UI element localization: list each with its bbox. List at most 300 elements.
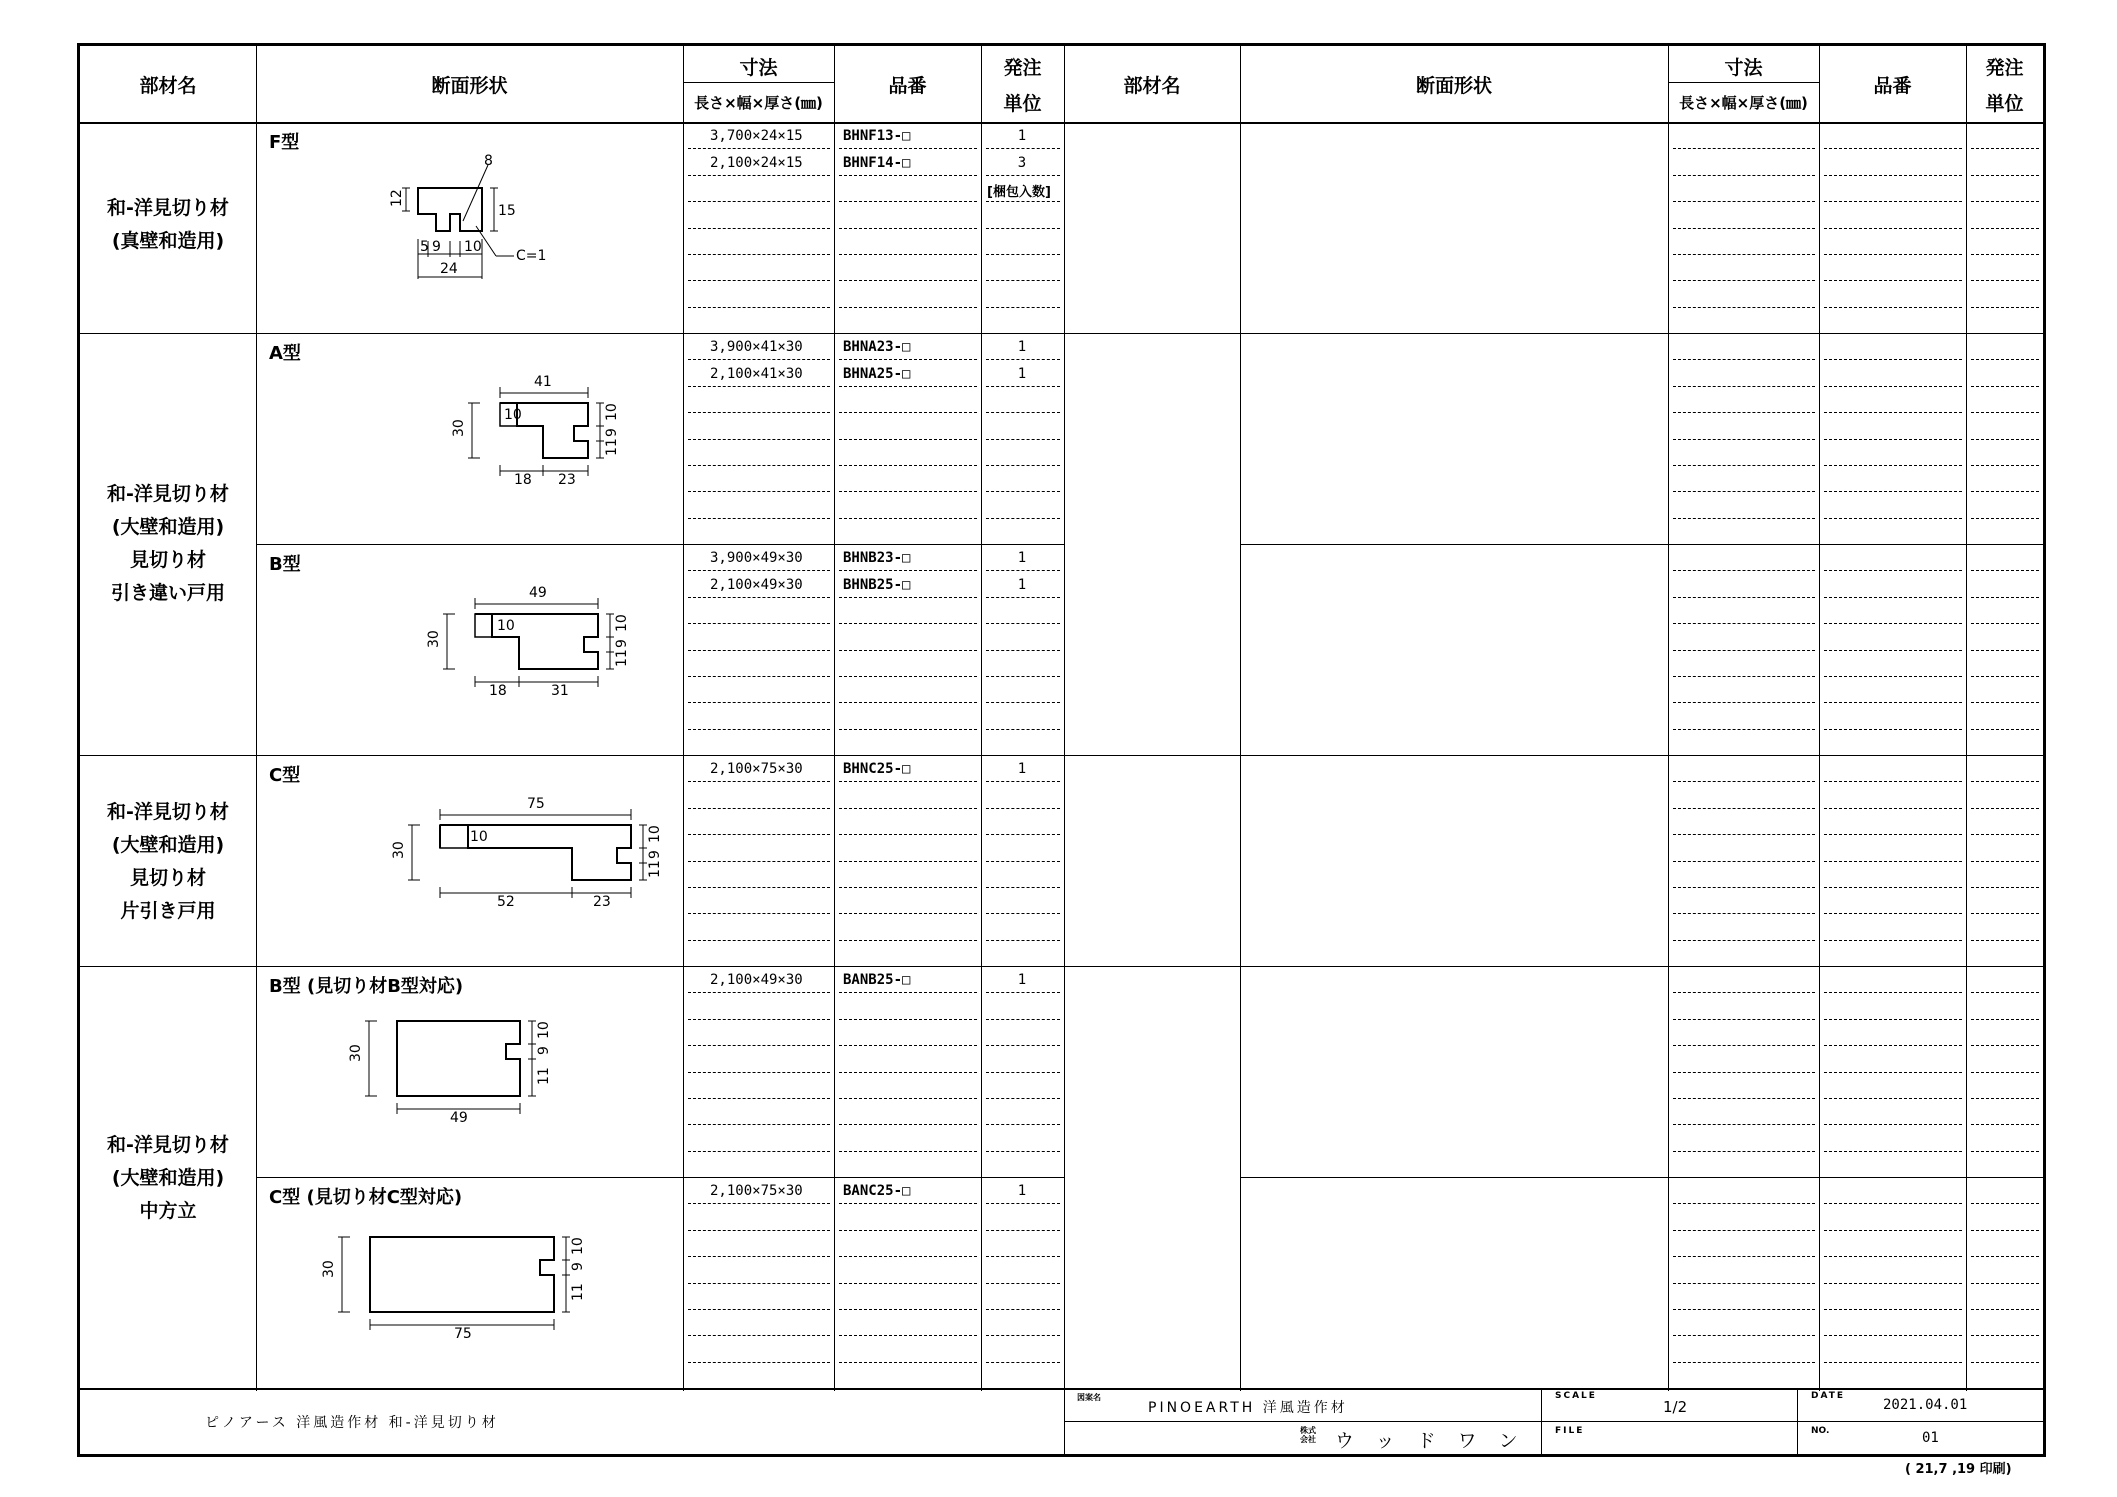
- dashed-row-line: [688, 992, 830, 993]
- dashed-row-line: [1673, 1256, 1815, 1257]
- dashed-row-line: [1673, 254, 1815, 255]
- member-name-line: (大壁和造用): [111, 1167, 225, 1189]
- dashed-row-line: [1824, 518, 1962, 519]
- member-name-line: 片引き戸用: [120, 900, 216, 922]
- dashed-row-line: [986, 729, 1060, 730]
- dashed-row-line: [1824, 1309, 1962, 1310]
- dashed-row-line: [986, 834, 1060, 835]
- dashed-row-line: [839, 1072, 977, 1073]
- dashed-row-line: [688, 491, 830, 492]
- header-member-name: 部材名: [139, 75, 197, 97]
- dashed-row-line: [1971, 1203, 2039, 1204]
- dashed-row-line: [688, 1072, 830, 1073]
- unit-cell: 1: [1017, 761, 1027, 777]
- dim-c: 10: [464, 239, 482, 255]
- dashed-row-line: [1824, 1256, 1962, 1257]
- part-no-cell: BANC25-□: [843, 1183, 911, 1199]
- dim-cell: 2,100×49×30: [710, 972, 803, 988]
- dashed-row-line: [688, 254, 830, 255]
- dashed-row-line: [1971, 1045, 2039, 1046]
- dim-r1: 10: [614, 614, 630, 632]
- title-block-divider: [1541, 1388, 1542, 1457]
- unit-cell: 1: [1017, 550, 1027, 566]
- col-divider: [1240, 46, 1241, 1391]
- dashed-row-line: [1673, 307, 1815, 308]
- dashed-row-line: [839, 1309, 977, 1310]
- dashed-row-line: [839, 148, 977, 149]
- col-divider: [1966, 46, 1967, 1391]
- dashed-row-line: [1824, 1203, 1962, 1204]
- a-type-profile-drawing: [410, 351, 670, 551]
- dashed-row-line: [688, 834, 830, 835]
- dashed-row-line: [839, 597, 977, 598]
- dim-r3: 11: [647, 860, 663, 878]
- dashed-row-line: [1971, 834, 2039, 835]
- dashed-row-line: [986, 465, 1060, 466]
- section-line: [80, 333, 2043, 334]
- dim-d: 8: [484, 153, 493, 169]
- dashed-row-line: [839, 254, 977, 255]
- dashed-row-line: [1673, 570, 1815, 571]
- dashed-row-line: [986, 439, 1060, 440]
- dashed-row-line: [1824, 623, 1962, 624]
- col-divider: [1064, 46, 1065, 1457]
- dashed-row-line: [688, 808, 830, 809]
- project-name: PINOEARTH 洋風造作材: [1148, 1400, 1348, 1416]
- member-group-1: [80, 192, 256, 258]
- dim-cell: 3,900×41×30: [710, 339, 803, 355]
- dashed-row-line: [1673, 518, 1815, 519]
- dim-cell: 2,100×41×30: [710, 366, 803, 382]
- project-label: 図案名: [1077, 1393, 1101, 1402]
- pack-quantity-note: [梱包入数]: [987, 185, 1051, 200]
- company-name: ウッドワン: [1335, 1430, 1540, 1452]
- part-no-cell: BHNB25-□: [843, 577, 911, 593]
- dashed-row-line: [1971, 623, 2039, 624]
- dashed-row-line: [839, 729, 977, 730]
- dashed-row-line: [1971, 280, 2039, 281]
- dashed-row-line: [1971, 1151, 2039, 1152]
- dim-r1: 10: [647, 825, 663, 843]
- file-label: FILE: [1555, 1426, 1585, 1436]
- dim-cell: 2,100×49×30: [710, 577, 803, 593]
- dashed-row-line: [986, 940, 1060, 941]
- dashed-row-line: [839, 386, 977, 387]
- dashed-row-line: [1824, 465, 1962, 466]
- dashed-row-line: [688, 148, 830, 149]
- company-prefix: [1300, 1426, 1316, 1444]
- dashed-row-line: [1824, 491, 1962, 492]
- header-section-shape-right: 断面形状: [1415, 75, 1492, 97]
- dim-w: 24: [440, 261, 458, 277]
- unit-cell: 1: [1017, 128, 1027, 144]
- dashed-row-line: [1971, 201, 2039, 202]
- dim-cell: 2,100×24×15: [710, 155, 803, 171]
- dashed-row-line: [1824, 597, 1962, 598]
- header-order-unit-right: 発注: [1985, 57, 2024, 79]
- dashed-row-line: [1673, 913, 1815, 914]
- dashed-row-line: [1824, 992, 1962, 993]
- dashed-row-line: [1673, 940, 1815, 941]
- dashed-row-line: [839, 1256, 977, 1257]
- dashed-row-line: [986, 386, 1060, 387]
- dim-cell: 3,700×24×15: [710, 128, 803, 144]
- dashed-row-line: [1824, 175, 1962, 176]
- dashed-row-line: [986, 1256, 1060, 1257]
- dashed-row-line: [1971, 412, 2039, 413]
- dashed-row-line: [1673, 1045, 1815, 1046]
- dashed-row-line: [688, 412, 830, 413]
- dim-b: 9: [432, 239, 441, 255]
- dashed-row-line: [688, 1203, 830, 1204]
- dashed-row-line: [1673, 1098, 1815, 1099]
- dim-w: 75: [454, 1326, 472, 1342]
- dashed-row-line: [1673, 729, 1815, 730]
- col-divider: [1668, 46, 1669, 1391]
- dim-a: 5: [420, 239, 429, 255]
- dashed-row-line: [986, 597, 1060, 598]
- section-line: [1240, 1177, 2043, 1178]
- member-name-line: 見切り材: [129, 549, 206, 571]
- dashed-row-line: [1824, 570, 1962, 571]
- header-bottom-line: [80, 122, 2043, 124]
- dashed-row-line: [1673, 861, 1815, 862]
- dashed-row-line: [986, 1124, 1060, 1125]
- c-type-profile-drawing: [325, 773, 685, 973]
- dashed-row-line: [688, 465, 830, 466]
- dim-top: 75: [527, 796, 545, 812]
- dashed-row-line: [1824, 148, 1962, 149]
- dashed-row-line: [986, 887, 1060, 888]
- member-name-line: 和-洋見切り材: [107, 483, 229, 505]
- dashed-row-line: [839, 650, 977, 651]
- dashed-row-line: [1824, 1045, 1962, 1046]
- header-section-shape: 断面形状: [431, 75, 508, 97]
- dashed-row-line: [839, 1362, 977, 1363]
- member-name-line: 引き違い戸用: [110, 582, 225, 604]
- dashed-row-line: [1971, 439, 2039, 440]
- dashed-row-line: [1971, 1098, 2039, 1099]
- dashed-row-line: [1971, 228, 2039, 229]
- dashed-row-line: [1673, 1019, 1815, 1020]
- dashed-row-line: [1673, 623, 1815, 624]
- scale-value: 1/2: [1663, 1398, 1688, 1416]
- member-name-line: (真壁和造用): [111, 230, 225, 252]
- dashed-row-line: [688, 1124, 830, 1125]
- b-mullion-profile-drawing: [325, 996, 645, 1176]
- dashed-row-line: [1824, 1151, 1962, 1152]
- section-line: [1240, 544, 2043, 545]
- header-order-unit: 発注: [1003, 57, 1042, 79]
- dashed-row-line: [839, 439, 977, 440]
- dashed-row-line: [1971, 359, 2039, 360]
- dashed-row-line: [839, 623, 977, 624]
- dashed-row-line: [1673, 1230, 1815, 1231]
- company-prefix-line: 会社: [1300, 1435, 1316, 1444]
- dashed-row-line: [1971, 781, 2039, 782]
- type-label-f: F型: [269, 132, 300, 153]
- dashed-row-line: [1673, 597, 1815, 598]
- dashed-row-line: [1824, 412, 1962, 413]
- dashed-row-line: [839, 1230, 977, 1231]
- dashed-row-line: [688, 1230, 830, 1231]
- f-type-profile-drawing: [380, 151, 640, 281]
- dashed-row-line: [1673, 491, 1815, 492]
- part-no-cell: BHNC25-□: [843, 761, 911, 777]
- dashed-row-line: [688, 1362, 830, 1363]
- dashed-row-line: [1971, 254, 2039, 255]
- dashed-row-line: [986, 254, 1060, 255]
- dashed-row-line: [688, 1151, 830, 1152]
- type-label-b-mullion: B型 (見切り材B型対応): [269, 976, 464, 997]
- dashed-row-line: [1971, 1256, 2039, 1257]
- print-date-note: ( 21,7 ,19 印刷): [1905, 1462, 2012, 1477]
- dashed-row-line: [1824, 201, 1962, 202]
- dashed-row-line: [986, 307, 1060, 308]
- section-line: [256, 1177, 1064, 1178]
- dashed-row-line: [1824, 1098, 1962, 1099]
- dashed-row-line: [986, 491, 1060, 492]
- dashed-row-line: [688, 702, 830, 703]
- dim-r3: 11: [614, 649, 630, 667]
- dashed-row-line: [1673, 175, 1815, 176]
- dashed-row-line: [839, 702, 977, 703]
- dashed-row-line: [1673, 1362, 1815, 1363]
- dashed-row-line: [688, 570, 830, 571]
- dashed-row-line: [839, 491, 977, 492]
- member-name-line: (大壁和造用): [111, 834, 225, 856]
- dashed-row-line: [839, 1045, 977, 1046]
- dim-lip: 10: [497, 618, 515, 634]
- dashed-row-line: [1971, 861, 2039, 862]
- dashed-row-line: [688, 1019, 830, 1020]
- dim-lip: 10: [504, 407, 522, 423]
- part-no-cell: BHNA23-□: [843, 339, 911, 355]
- dashed-row-line: [1824, 228, 1962, 229]
- dim-top: 49: [529, 585, 547, 601]
- dashed-row-line: [1824, 439, 1962, 440]
- dashed-row-line: [1673, 1283, 1815, 1284]
- dim-r3: 11: [536, 1067, 552, 1085]
- dim-r3: 11: [570, 1283, 586, 1301]
- scale-label: SCALE: [1555, 1391, 1597, 1401]
- dashed-row-line: [688, 280, 830, 281]
- dim-lip: 10: [470, 829, 488, 845]
- dim-height: 30: [348, 1044, 364, 1062]
- part-no-cell: BHNB23-□: [843, 550, 911, 566]
- title-block-line: [1064, 1421, 2043, 1422]
- header-order-unit-right: 単位: [1985, 93, 2024, 115]
- title-block-divider: [1797, 1388, 1798, 1457]
- dashed-row-line: [986, 808, 1060, 809]
- dashed-row-line: [839, 913, 977, 914]
- part-no-cell: BHNF13-□: [843, 128, 911, 144]
- type-label-c: C型: [269, 765, 301, 786]
- dashed-row-line: [839, 676, 977, 677]
- dashed-row-line: [1824, 1335, 1962, 1336]
- dim-w: 49: [450, 1110, 468, 1126]
- type-label-a: A型: [269, 343, 301, 364]
- dashed-row-line: [1971, 808, 2039, 809]
- dashed-row-line: [1971, 702, 2039, 703]
- member-group-4: [80, 1129, 256, 1228]
- footer-top-line: [80, 1388, 2043, 1390]
- dim-h1: 12: [389, 189, 405, 207]
- dashed-row-line: [1673, 808, 1815, 809]
- dashed-row-line: [1824, 359, 1962, 360]
- section-line: [80, 755, 2043, 756]
- dim-b2: 23: [558, 472, 576, 488]
- dashed-row-line: [1673, 280, 1815, 281]
- dashed-row-line: [1824, 1283, 1962, 1284]
- dashed-row-line: [839, 465, 977, 466]
- dashed-row-line: [688, 597, 830, 598]
- header-member-name-right: 部材名: [1123, 75, 1181, 97]
- member-name-line: 見切り材: [129, 867, 206, 889]
- dashed-row-line: [1824, 913, 1962, 914]
- dim-r2: 9: [570, 1262, 586, 1271]
- dashed-row-line: [1971, 175, 2039, 176]
- dashed-row-line: [1971, 570, 2039, 571]
- dashed-row-line: [1971, 650, 2039, 651]
- dashed-row-line: [1971, 465, 2039, 466]
- header-part-no: 品番: [888, 75, 927, 97]
- dashed-row-line: [986, 518, 1060, 519]
- dashed-row-line: [986, 359, 1060, 360]
- dashed-row-line: [1673, 228, 1815, 229]
- dashed-row-line: [839, 808, 977, 809]
- dashed-row-line: [688, 676, 830, 677]
- no-label: NO.: [1811, 1426, 1830, 1436]
- dashed-row-line: [688, 386, 830, 387]
- type-label-b: B型: [269, 554, 301, 575]
- dashed-row-line: [688, 518, 830, 519]
- dashed-row-line: [986, 861, 1060, 862]
- header-dimensions-right: 寸法: [1724, 57, 1763, 79]
- header-sub-line: [1668, 82, 1819, 83]
- dashed-row-line: [1673, 1124, 1815, 1125]
- member-group-3: [80, 796, 256, 928]
- unit-cell: 1: [1017, 972, 1027, 988]
- member-group-2: [80, 478, 256, 610]
- dashed-row-line: [1673, 676, 1815, 677]
- dashed-row-line: [688, 1309, 830, 1310]
- drawing-sheet: [77, 43, 2046, 1457]
- dashed-row-line: [688, 175, 830, 176]
- dashed-row-line: [1824, 1124, 1962, 1125]
- dim-height: 30: [321, 1260, 337, 1278]
- col-divider: [256, 46, 257, 1391]
- dashed-row-line: [839, 175, 977, 176]
- date-value: 2021.04.01: [1883, 1397, 1968, 1413]
- member-name-line: (大壁和造用): [111, 516, 225, 538]
- dashed-row-line: [986, 623, 1060, 624]
- header-dimensions-sub: 長さ×幅×厚さ(㎜): [694, 94, 823, 112]
- dim-height: 30: [451, 419, 467, 437]
- dim-r2: 9: [614, 639, 630, 648]
- dashed-row-line: [688, 913, 830, 914]
- dashed-row-line: [986, 1019, 1060, 1020]
- dashed-row-line: [1673, 702, 1815, 703]
- dashed-row-line: [839, 228, 977, 229]
- dim-b2: 31: [551, 683, 569, 699]
- dashed-row-line: [839, 412, 977, 413]
- dashed-row-line: [1673, 1309, 1815, 1310]
- dashed-row-line: [986, 992, 1060, 993]
- dashed-row-line: [1971, 1362, 2039, 1363]
- dashed-row-line: [1971, 597, 2039, 598]
- dashed-row-line: [1971, 1230, 2039, 1231]
- unit-cell: 1: [1017, 577, 1027, 593]
- dashed-row-line: [688, 359, 830, 360]
- dim-b1: 52: [497, 894, 515, 910]
- dashed-row-line: [839, 1335, 977, 1336]
- dashed-row-line: [986, 676, 1060, 677]
- dashed-row-line: [1673, 781, 1815, 782]
- unit-cell: 1: [1017, 339, 1027, 355]
- dashed-row-line: [1971, 1019, 2039, 1020]
- date-label: DATE: [1811, 1391, 1846, 1401]
- dashed-row-line: [1971, 1283, 2039, 1284]
- dashed-row-line: [1824, 254, 1962, 255]
- dashed-row-line: [1824, 307, 1962, 308]
- header-dimensions-sub-right: 長さ×幅×厚さ(㎜): [1679, 94, 1808, 112]
- dashed-row-line: [1824, 386, 1962, 387]
- dashed-row-line: [688, 1256, 830, 1257]
- dim-r2: 9: [604, 428, 620, 437]
- dashed-row-line: [688, 1045, 830, 1046]
- unit-cell: 1: [1017, 1183, 1027, 1199]
- dashed-row-line: [1824, 1072, 1962, 1073]
- dashed-row-line: [1971, 1124, 2039, 1125]
- col-divider: [834, 46, 835, 1391]
- dashed-row-line: [839, 1124, 977, 1125]
- dim-r1: 10: [604, 403, 620, 421]
- dashed-row-line: [688, 1283, 830, 1284]
- dashed-row-line: [1673, 1072, 1815, 1073]
- part-no-cell: BHNF14-□: [843, 155, 911, 171]
- dashed-row-line: [1673, 887, 1815, 888]
- dashed-row-line: [986, 1335, 1060, 1336]
- dashed-row-line: [986, 1230, 1060, 1231]
- dashed-row-line: [986, 175, 1060, 176]
- dashed-row-line: [1673, 650, 1815, 651]
- unit-cell: 1: [1017, 366, 1027, 382]
- dashed-row-line: [986, 412, 1060, 413]
- dashed-row-line: [986, 1283, 1060, 1284]
- dashed-row-line: [839, 861, 977, 862]
- dashed-row-line: [839, 940, 977, 941]
- dashed-row-line: [1824, 781, 1962, 782]
- dashed-row-line: [839, 201, 977, 202]
- dashed-row-line: [986, 1045, 1060, 1046]
- dim-h2: 15: [498, 203, 516, 219]
- dashed-row-line: [688, 1098, 830, 1099]
- dashed-row-line: [688, 781, 830, 782]
- dashed-row-line: [986, 702, 1060, 703]
- dashed-row-line: [839, 518, 977, 519]
- dim-r2: 9: [647, 850, 663, 859]
- dashed-row-line: [1824, 650, 1962, 651]
- dashed-row-line: [1971, 386, 2039, 387]
- member-name-line: 和-洋見切り材: [107, 801, 229, 823]
- dim-b1: 18: [514, 472, 532, 488]
- dashed-row-line: [1673, 834, 1815, 835]
- dashed-row-line: [986, 228, 1060, 229]
- dashed-row-line: [986, 201, 1060, 202]
- dashed-row-line: [1971, 1072, 2039, 1073]
- dashed-row-line: [1824, 808, 1962, 809]
